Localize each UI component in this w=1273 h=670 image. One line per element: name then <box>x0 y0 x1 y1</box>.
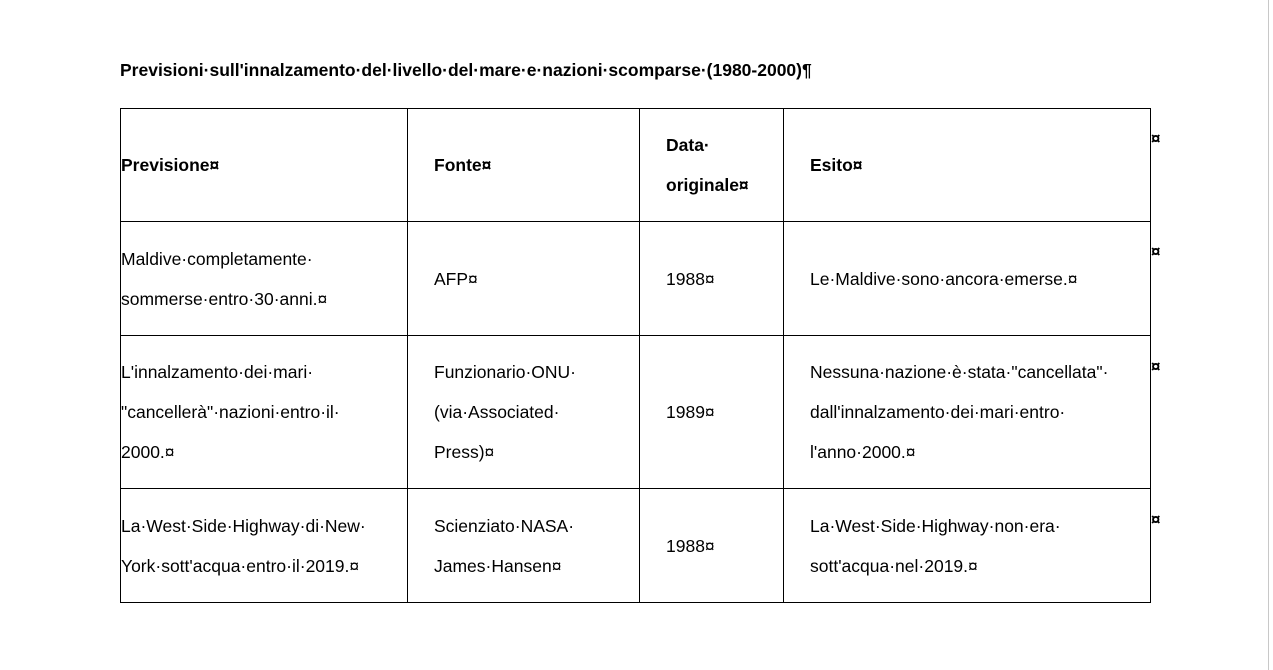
table-row <box>121 336 1151 489</box>
row-end-marker: ¤ <box>1151 357 1161 376</box>
cell-fonte: AFP¤ <box>408 222 640 336</box>
header-esito: Esito¤ <box>784 109 1151 222</box>
cell-previsione: La·West·Side·Highway·di·New· York·sott'acqua·entro·il·2019.¤ <box>121 489 408 603</box>
cell-data: 1988¤ <box>640 222 784 336</box>
row-end-marker: ¤ <box>1151 242 1161 261</box>
predictions-table <box>120 108 1151 603</box>
cell-fonte: Funzionario·ONU· (via·Associated· Press)¤ <box>408 336 640 489</box>
cell-data: 1988¤ <box>640 489 784 603</box>
page-right-edge <box>1268 0 1269 670</box>
row-end-marker: ¤ <box>1151 129 1161 148</box>
header-data-originale: Data· originale¤ <box>640 109 784 222</box>
cell-esito: Nessuna·nazione·è·stata·"cancellata"· dall'innalzamento·dei·mari·entro· l'anno·2000.¤ <box>784 336 1151 489</box>
cell-data: 1989¤ <box>640 336 784 489</box>
header-previsione: Previsione¤ <box>121 109 408 222</box>
cell-fonte: Scienziato·NASA· James·Hansen¤ <box>408 489 640 603</box>
cell-esito: La·West·Side·Highway·non·era· sott'acqua·nel·2019.¤ <box>784 489 1151 603</box>
document-title: Previsioni·sull'innalzamento·del·livello·del·mare·e·nazioni·scomparse·(1980-2000)¶ <box>120 60 812 80</box>
table-row <box>121 222 1151 336</box>
row-end-marker: ¤ <box>1151 510 1161 529</box>
header-fonte: Fonte¤ <box>408 109 640 222</box>
cell-previsione: Maldive·completamente· sommerse·entro·30·anni.¤ <box>121 222 408 336</box>
table-header-row <box>121 109 1151 222</box>
cell-esito: Le·Maldive·sono·ancora·emerse.¤ <box>784 222 1151 336</box>
table-row <box>121 489 1151 603</box>
cell-previsione: L'innalzamento·dei·mari· "cancellerà"·nazioni·entro·il· 2000.¤ <box>121 336 408 489</box>
